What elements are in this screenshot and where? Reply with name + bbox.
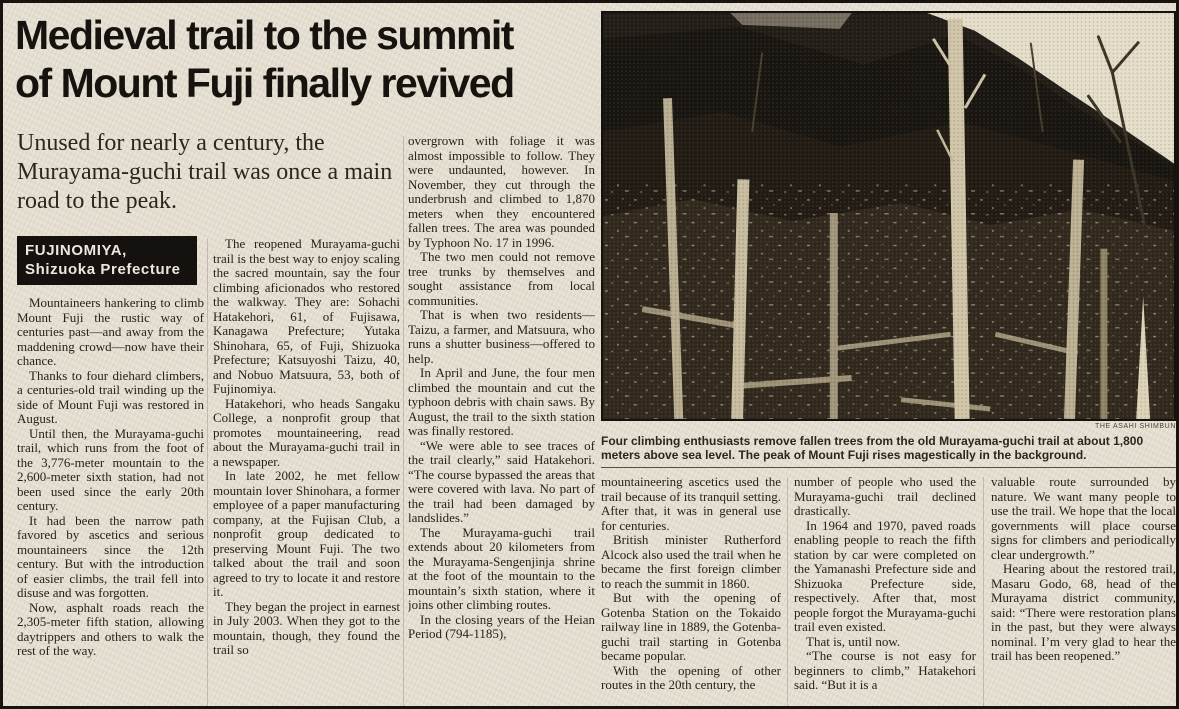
article-column-1: Mountaineers hankering to climb Mount Fuji the rustic way of centuries past—and away from the maddening crowd—now have their chance. Thanks to four diehard climbers, a centuries-old trail winding up the side of Mount Fuji was restored in August. Until then, the Murayama-guchi trail, which runs from the foot of the 3,776-meter mountain to the 2,600-meter sixth station, had not been used since the early 20th century. It had been the narrow path favored by ascetics and serious mountaineers since the 12th century. But with the introduction of easier climbs, the trail fell into disuse and was forgotten. Now, asphalt roads reach the 2,305-meter fifth station, allowing daytrippers and others to walk the rest of the way.	[17, 296, 204, 658]
article-column-5: number of people who used the Murayama-guchi trail declined drastically. In 1964 and 1970, paved roads enabling people to reach the fifth station by car were completed on the Yamanashi Prefecture side and Shizuoka Prefecture side, respectively. After that, most people forgot the Murayama-guchi trail even existed. That is, until now. “The course is not easy for beginners to climb,” Hatakehori said. “But it is a	[794, 475, 976, 692]
trail-photo-illustration	[603, 13, 1174, 419]
photo-credit: THE ASAHI SHIMBUN	[1095, 423, 1176, 430]
column-rule	[787, 477, 788, 708]
trail-photo	[601, 11, 1176, 421]
dateline-prefecture: Shizuoka Prefecture	[25, 261, 181, 278]
column-rule	[403, 136, 404, 708]
article-column-3: overgrown with foliage it was almost impossible to follow. They were undaunted, however. In November, they cut through the underbrush and climbed to 1,870 meters when they encountered fallen trees. The area was pounded by Typhoon No. 17 in 1996. The two men could not remove tree trunks by themselves and sought assistance from local communities. That is when two residents—Taizu, a farmer, and Matsuura, who runs a shutter business—offered to help. In April and June, the four men climbed the mountain and cut the typhoon debris with chain saws. By August, the trail to the sixth station was finally restored. “We were able to see traces of the trail clearly,” said Hatakehori. “The course bypassed the areas that were covered with lava. No part of the trail had been damaged by landslides.” The Murayama-guchi trail extends about 20 kilometers from the Murayama-Sengenjinja shrine at the foot of the mountain to the mountain’s sixth station, where it joins other climbing routes. In the closing years of the Heian Period (794-1185),	[408, 134, 595, 641]
photo-caption: Four climbing enthusiasts remove fallen trees from the old Murayama-guchi trail at about 1,800 meters above sea level. The peak of Mount Fuji rises magestically in the background.	[601, 434, 1178, 468]
article-column-2: The reopened Murayama-guchi trail is the best way to enjoy scaling the sacred mountain, say the four climbing aficionados who restored the walkway. They are: Sohachi Hatakehori, 61, of Fujisawa, Kanagawa Prefecture; Yutaka Shinohara, 65, of Fuji, Shizuoka Prefecture; Katsuyoshi Taizu, 40, and Nobuo Matsuura, 53, both of Fujinomiya. Hatakehori, who heads Sangaku College, a nonprofit group that promotes mountaineering, read about the Murayama-guchi trail in a newspaper. In late 2002, he met fellow mountain lover Shinohara, a former employee of a paper manufacturing company, at the Fujisan Club, a nonprofit group dedicated to preserving Mount Fuji. The two talked about the trail and soon agreed to try to locate it and restore it. They began the project in earnest in July 2003. When they got to the mountain, though, they found the trail so	[213, 237, 400, 657]
column-rule	[207, 239, 208, 708]
headline-line-2: of Mount Fuji finally revived	[15, 60, 514, 106]
headline	[15, 11, 605, 107]
column-rule	[983, 477, 984, 708]
article-column-4: mountaineering ascetics used the trail because of its tranquil setting. After that, it was in general use for centuries. British minister Rutherford Alcock also used the trail when he became the first foreign climber to reach the summit in 1860. But with the opening of Gotenba Station on the Tokaido railway line in 1889, the Gotenba-guchi trail starting in Gotenba became popular. With the opening of other routes in the 20th century, the	[601, 475, 781, 692]
headline-line-1: Medieval trail to the summit	[15, 12, 513, 58]
article-column-6: valuable route surrounded by nature. We want many people to use the trail. We hope that the local governments will place course signs for climbers and periodically clear undergrowth.” Hearing about the restored trail, Masaru Godo, 68, head of the Murayama district community, said: “There were restoration plans in the past, but they were always nominal. I’m very glad to hear the trail has been reopened.”	[991, 475, 1176, 663]
dateline-city: FUJINOMIYA,	[25, 242, 127, 259]
dateline-kicker	[17, 236, 197, 285]
subheadline: Unused for nearly a century, the Murayama-guchi trail was once a main road to the peak.	[17, 130, 393, 214]
